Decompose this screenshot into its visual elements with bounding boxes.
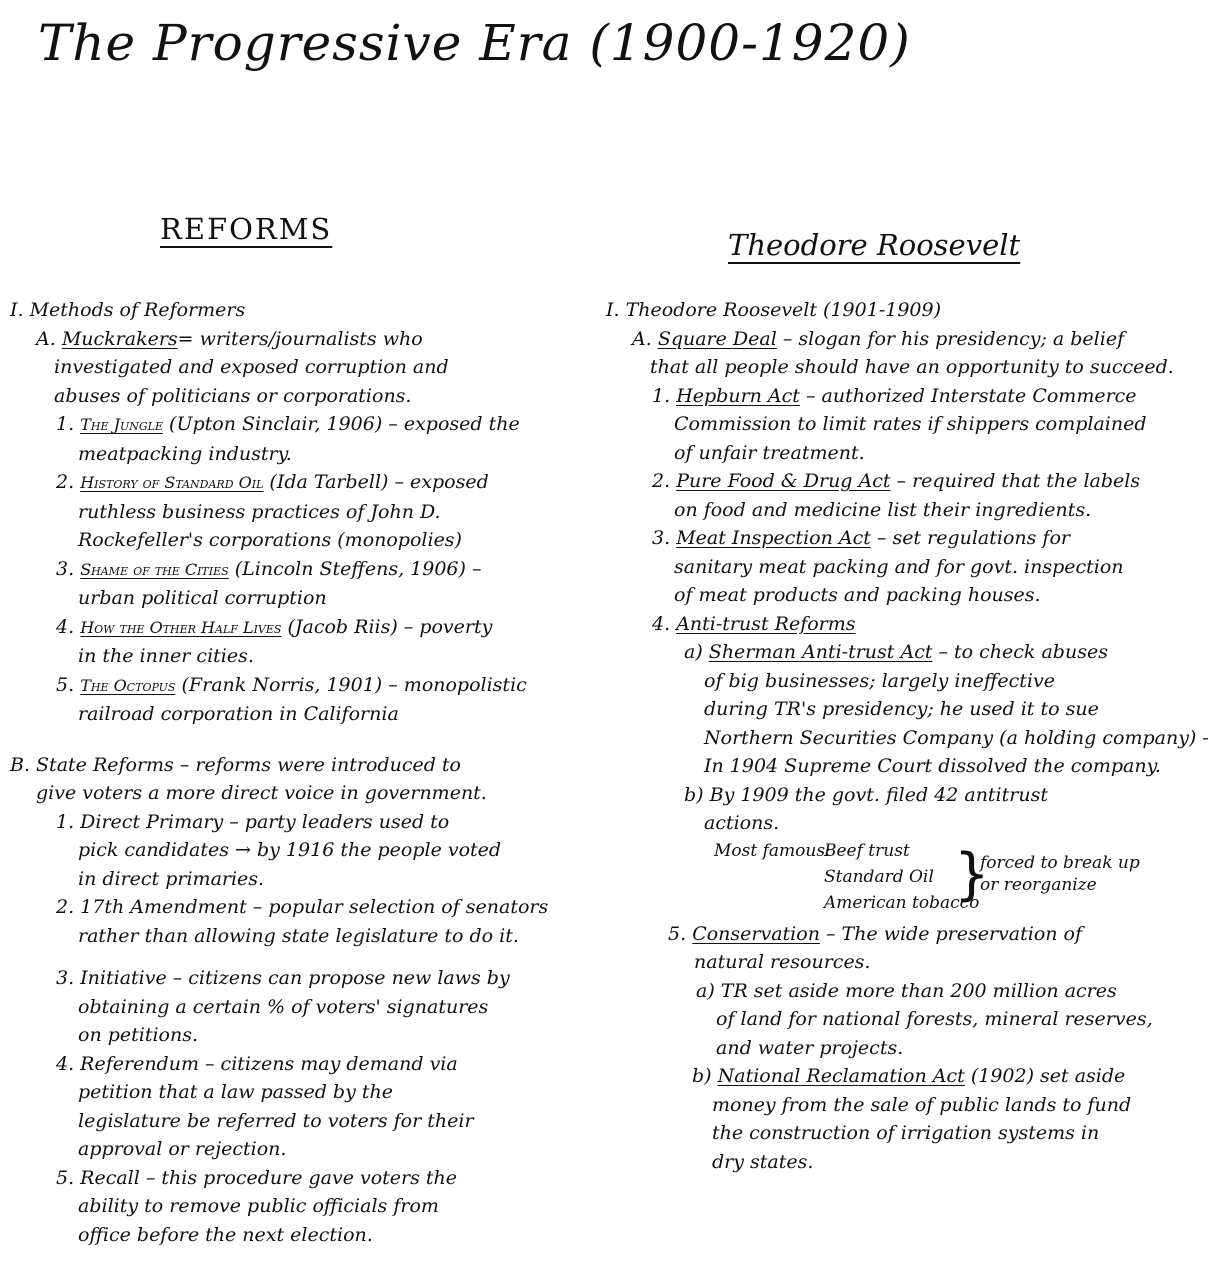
- roosevelt-heading: Theodore Roosevelt: [728, 228, 1021, 262]
- item-text: on food and medicine list their ingredients.: [674, 498, 1092, 521]
- item-text: of land for national forests, mineral reserves,: [716, 1008, 1153, 1030]
- item-text: petition that a law passed by the: [78, 1081, 393, 1103]
- section-heading: I. Theodore Roosevelt (1901-1909): [606, 299, 942, 321]
- term: Sherman Anti-trust Act: [708, 641, 933, 663]
- list-item: Standard Oil: [824, 866, 934, 887]
- item-text: and water projects.: [716, 1036, 904, 1059]
- most-famous-trusts: [714, 838, 1140, 920]
- item-text: obtaining a certain % of voters' signatures: [78, 995, 489, 1018]
- item-number: 4.: [56, 615, 75, 638]
- item-text: (Ida Tarbell) – exposed: [263, 471, 489, 493]
- item-text: (Lincoln Steffens, 1906) –: [228, 557, 482, 580]
- item-number: 1.: [56, 413, 75, 435]
- list-item: [606, 638, 1134, 667]
- list-item: [606, 325, 1134, 354]
- list-item: a) TR set aside more than 200 million acres: [696, 979, 1117, 1002]
- result-line: or reorganize: [980, 874, 1097, 895]
- item-text: railroad corporation in California: [78, 703, 399, 725]
- item-text: ability to remove public officials from: [78, 1195, 439, 1217]
- trust-result: [980, 852, 1140, 896]
- reforms-heading: REFORMS: [160, 212, 333, 246]
- item-text: in direct primaries.: [78, 867, 265, 890]
- item-text: legislature be referred to voters for their: [78, 1109, 474, 1132]
- item-text: Northern Securities Company (a holding company) -: [704, 726, 1209, 749]
- section-heading: I. Methods of Reformers: [10, 299, 246, 321]
- list-item: 5. Recall – this procedure gave voters the: [56, 1166, 458, 1189]
- roosevelt-column: [606, 296, 1209, 1176]
- item-text: the construction of irrigation systems in: [712, 1122, 1100, 1144]
- term: Hepburn Act: [676, 384, 800, 407]
- term: Conservation: [692, 922, 820, 945]
- list-item: 2. 17th Amendment – popular selection of senators: [56, 896, 549, 918]
- item-text: of unfair treatment.: [674, 441, 865, 464]
- list-item: [10, 410, 520, 440]
- item-text: office before the next election.: [78, 1223, 373, 1246]
- item-text: pick candidates → by 1916 the people voted: [78, 839, 502, 861]
- reforms-column: [10, 296, 549, 1249]
- item-text: meatpacking industry.: [78, 442, 292, 465]
- item-text: Rockefeller's corporations (monopolies): [78, 529, 462, 551]
- work-title: The Jungle: [80, 415, 163, 434]
- definition-line: = writers/journalists who: [177, 327, 423, 350]
- item-text: of big businesses; largely ineffective: [704, 669, 1055, 692]
- definition-line: abuses of politicians or corporations.: [54, 384, 412, 407]
- item-number: 4.: [652, 612, 671, 635]
- list-item: [10, 468, 510, 498]
- item-text: ruthless business practices of John D.: [78, 500, 441, 523]
- item-text: – The wide preservation of: [819, 922, 1083, 945]
- term: National Reclamation Act: [717, 1065, 965, 1087]
- item-number: 1.: [652, 384, 671, 407]
- list-item: [606, 610, 1134, 639]
- list-item: [606, 920, 1134, 949]
- term: Meat Inspection Act: [676, 527, 871, 549]
- term: Muckrakers: [61, 327, 178, 350]
- item-text: In 1904 Supreme Court dissolved the company.: [704, 755, 1161, 777]
- work-title: How the Other Half Lives: [80, 617, 282, 637]
- item-text: (Upton Sinclair, 1906) – exposed the: [163, 413, 520, 435]
- item-text: Commission to limit rates if shippers complained: [674, 413, 1147, 435]
- item-text: rather than allowing state legislature to do it.: [78, 924, 519, 947]
- result-line: forced to break up: [980, 852, 1140, 873]
- work-title: History of Standard Oil: [80, 473, 264, 492]
- work-title: Shame of the Cities: [80, 559, 229, 579]
- item-label: b): [692, 1065, 712, 1087]
- item-text: – to check abuses: [932, 641, 1108, 663]
- item-label: A.: [36, 327, 56, 350]
- list-item: 3. Initiative – citizens can propose new laws by: [56, 967, 510, 989]
- item-text: dry states.: [712, 1150, 814, 1173]
- item-text: of meat products and packing houses.: [674, 584, 1041, 606]
- item-number: 2.: [652, 470, 671, 492]
- item-text: approval or rejection.: [78, 1138, 287, 1160]
- list-item: [10, 671, 527, 701]
- item-label: a): [684, 641, 703, 663]
- item-number: 5.: [668, 922, 687, 945]
- list-item: [10, 613, 510, 643]
- list-item: b) By 1909 the govt. filed 42 antitrust: [684, 783, 1048, 806]
- item-text: – authorized Interstate Commerce: [799, 384, 1137, 407]
- item-text: money from the sale of public lands to fund: [712, 1093, 1132, 1116]
- list-item: Beef trust: [824, 840, 910, 861]
- most-famous-label: Most famous:: [714, 840, 831, 861]
- list-item: 1. Direct Primary – party leaders used to: [56, 810, 450, 833]
- term: Pure Food & Drug Act: [676, 470, 891, 492]
- item-label: A.: [632, 327, 652, 350]
- item-text: (1902) set aside: [964, 1065, 1126, 1087]
- item-text: on petitions.: [78, 1024, 199, 1046]
- item-text: – set regulations for: [870, 527, 1070, 549]
- page-title: The Progressive Era (1900-1920): [38, 14, 911, 72]
- definition-line: – slogan for his presidency; a belief: [776, 327, 1125, 350]
- section-heading: B. State Reforms – reforms were introduced to: [10, 753, 461, 776]
- definition-line: give voters a more direct voice in government.: [36, 782, 487, 804]
- list-item: [606, 1062, 1134, 1091]
- list-item: American tobacco: [824, 892, 980, 913]
- right-brace-icon: }: [954, 841, 990, 907]
- list-item: [606, 524, 1134, 553]
- term: Square Deal: [657, 327, 777, 350]
- work-title: The Octopus: [80, 675, 176, 695]
- list-item: [606, 382, 1137, 411]
- item-text: urban political corruption: [78, 587, 327, 609]
- definition-line: investigated and exposed corruption and: [54, 356, 449, 378]
- item-number: 3.: [56, 557, 75, 580]
- item-text: during TR's presidency; he used it to sue: [704, 698, 1099, 720]
- definition-line: that all people should have an opportunity to succeed.: [650, 356, 1174, 378]
- item-text: (Jacob Riis) – poverty: [281, 615, 493, 638]
- item-text: – required that the labels: [890, 470, 1141, 492]
- item-text: in the inner cities.: [78, 645, 254, 667]
- item-text: natural resources.: [694, 951, 871, 973]
- list-item: 4. Referendum – citizens may demand via: [56, 1052, 458, 1075]
- list-item: [10, 325, 510, 354]
- item-number: 2.: [56, 471, 75, 493]
- item-number: 5.: [56, 673, 75, 696]
- list-item: [606, 467, 1141, 496]
- item-number: 3.: [652, 527, 671, 549]
- item-text: (Frank Norris, 1901) – monopolistic: [175, 673, 527, 696]
- list-item: [10, 555, 510, 585]
- item-text: sanitary meat packing and for govt. inspection: [674, 555, 1124, 578]
- item-text: actions.: [704, 812, 780, 834]
- term: Anti-trust Reforms: [676, 612, 856, 635]
